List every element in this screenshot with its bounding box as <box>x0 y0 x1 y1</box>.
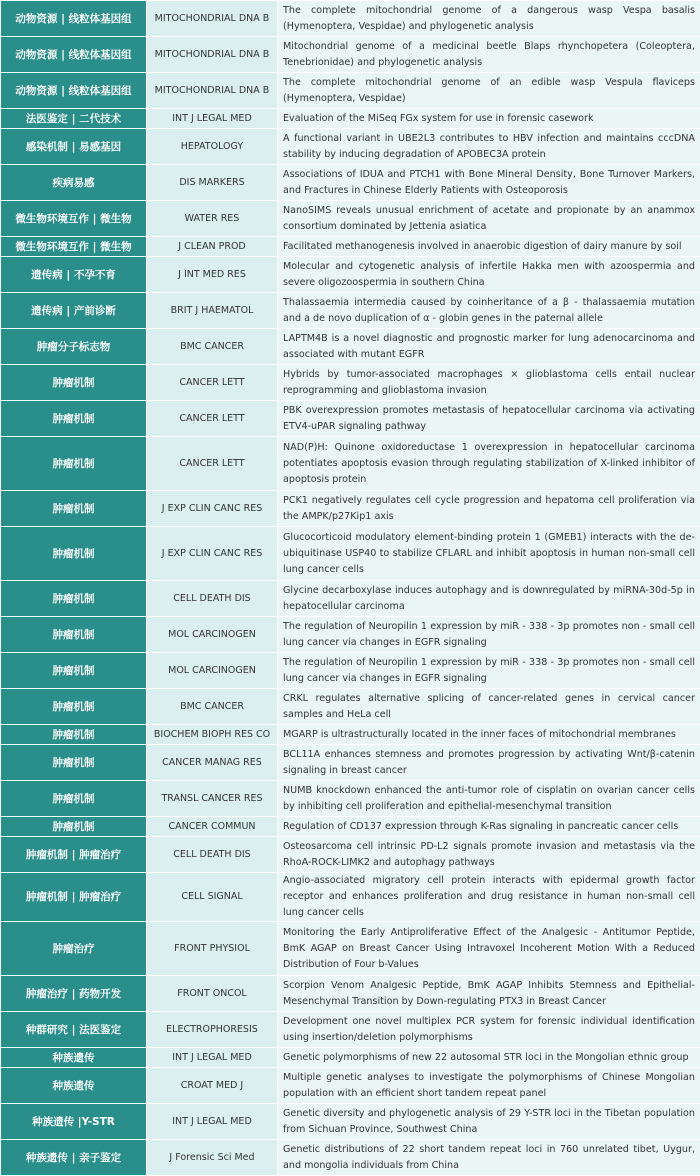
research-category-cell: 肿瘤机制 <box>1 689 147 725</box>
research-category-cell: 法医鉴定 | 二代技术 <box>1 109 147 129</box>
research-category-cell: 动物资源 | 线粒体基因组 <box>1 73 147 109</box>
journal-cell: ELECTROPHORESIS <box>147 1012 278 1048</box>
table-row <box>1 365 700 401</box>
article-title-cell: Monitoring the Early Antiproliferative Effect of the Analgesic - Antitumor Peptide, BmK AGAP on Breast Cancer Using Intravoxel Incoherent Motion With a Reduced Distribution of Four b-Values <box>278 922 700 976</box>
research-category-cell: 肿瘤机制 <box>1 491 147 527</box>
table-row <box>1 1012 700 1048</box>
research-category-cell: 动物资源 | 线粒体基因组 <box>1 37 147 73</box>
table-row <box>1 689 700 725</box>
article-title-cell: Genetic diversity and phylogenetic analysis of 29 Y-STR loci in the Tibetan population from Sichuan Province, Southwest China <box>278 1104 700 1140</box>
table-row <box>1 725 700 745</box>
journal-cell: CANCER COMMUN <box>147 817 278 837</box>
table-row <box>1 491 700 527</box>
article-title-cell: The complete mitochondrial genome of an edible wasp Vespula flaviceps (Hymenoptera, Vespidae) <box>278 73 700 109</box>
table-row <box>1 922 700 976</box>
journal-cell: BRIT J HAEMATOL <box>147 293 278 329</box>
article-title-cell: NanoSIMS reveals unusual enrichment of acetate and propionate by an anammox consortium dominated by Jettenia asiatica <box>278 201 700 237</box>
journal-cell: BIOCHEM BIOPH RES CO <box>147 725 278 745</box>
journal-cell: J INT MED RES <box>147 257 278 293</box>
table-row <box>1 745 700 781</box>
table-row <box>1 781 700 817</box>
research-category-cell: 感染机制 | 易感基因 <box>1 129 147 165</box>
research-category-cell: 肿瘤机制 <box>1 581 147 617</box>
table-row <box>1 1048 700 1068</box>
research-category-cell: 种群研究 | 法医鉴定 <box>1 1012 147 1048</box>
table-row <box>1 37 700 73</box>
article-title-cell: Hybrids by tumor-associated macrophages × glioblastoma cells entail nuclear reprogramming and glioblastoma invasion <box>278 365 700 401</box>
article-title-cell: Genetic distributions of 22 short tandem repeat loci in 760 unrelated tibet, Uygur, and mongolia individuals from China <box>278 1140 700 1176</box>
journal-cell: INT J LEGAL MED <box>147 1048 278 1068</box>
article-title-cell: Molecular and cytogenetic analysis of infertile Hakka men with azoospermia and severe oligozoospermia in southern China <box>278 257 700 293</box>
journal-cell: CANCER LETT <box>147 437 278 491</box>
article-title-cell: Facilitated methanogenesis involved in anaerobic digestion of dairy manure by soil <box>278 237 700 257</box>
article-title-cell: PBK overexpression promotes metastasis of hepatocellular carcinoma via activating ETV4-uPAR signaling pathway <box>278 401 700 437</box>
table-row <box>1 817 700 837</box>
journal-cell: WATER RES <box>147 201 278 237</box>
article-title-cell: Angio-associated migratory cell protein interacts with epidermal growth factor receptor and enhances proliferation and drug resistance in human non-small cell lung cancer cells <box>278 873 700 922</box>
journal-cell: TRANSL CANCER RES <box>147 781 278 817</box>
article-title-cell: Glucocorticoid modulatory element-binding protein 1 (GMEB1) interacts with the de-ubiquitinase USP40 to stabilize CFLARL and inhibit apoptosis in human non-small cell lung cancer cells <box>278 527 700 581</box>
research-category-cell: 肿瘤机制 <box>1 653 147 689</box>
table-row <box>1 976 700 1012</box>
article-title-cell: LAPTM4B is a novel diagnostic and prognostic marker for lung adenocarcinoma and associated with mutant EGFR <box>278 329 700 365</box>
article-title-cell: Development one novel multiplex PCR system for forensic individual identification using insertion/deletion polymorphisms <box>278 1012 700 1048</box>
article-title-cell: The regulation of Neuropilin 1 expression by miR - 338 - 3p promotes non - small cell lung cancer via changes in EGFR signaling <box>278 617 700 653</box>
research-category-cell: 肿瘤机制 <box>1 745 147 781</box>
research-category-cell: 肿瘤机制 <box>1 781 147 817</box>
article-title-cell: CRKL regulates alternative splicing of cancer-related genes in cervical cancer samples and HeLa cell <box>278 689 700 725</box>
journal-cell: CANCER MANAG RES <box>147 745 278 781</box>
journal-cell: CANCER LETT <box>147 401 278 437</box>
table-row <box>1 873 700 922</box>
table-row <box>1 129 700 165</box>
article-title-cell: MGARP is ultrastructurally located in the inner faces of mitochondrial membranes <box>278 725 700 745</box>
article-title-cell: Mitochondrial genome of a medicinal beetle Blaps rhynchopetera (Coleoptera, Tenebrionidae) and phylogenetic analysis <box>278 37 700 73</box>
table-row <box>1 293 700 329</box>
research-category-cell: 疾病易感 <box>1 165 147 201</box>
article-title-cell: Genetic polymorphisms of new 22 autosomal STR loci in the Mongolian ethnic group <box>278 1048 700 1068</box>
research-category-cell: 肿瘤机制 <box>1 437 147 491</box>
research-category-cell: 肿瘤分子标志物 <box>1 329 147 365</box>
table-row <box>1 617 700 653</box>
table-row <box>1 653 700 689</box>
research-category-cell: 种族遗传 | 亲子鉴定 <box>1 1140 147 1176</box>
journal-cell: CELL DEATH DIS <box>147 581 278 617</box>
article-title-cell: Scorpion Venom Analgesic Peptide, BmK AGAP Inhibits Stemness and Epithelial-Mesenchymal Transition by Down-regulating PTX3 in Breast Cancer <box>278 976 700 1012</box>
research-category-cell: 微生物环境互作 | 微生物 <box>1 237 147 257</box>
journal-cell: MOL CARCINOGEN <box>147 617 278 653</box>
table-row <box>1 257 700 293</box>
journal-cell: BMC CANCER <box>147 329 278 365</box>
table-row <box>1 401 700 437</box>
journal-cell: CELL SIGNAL <box>147 873 278 922</box>
research-category-cell: 遗传病 | 产前诊断 <box>1 293 147 329</box>
journal-cell: MOL CARCINOGEN <box>147 653 278 689</box>
table-row <box>1 837 700 873</box>
journal-cell: FRONT PHYSIOL <box>147 922 278 976</box>
article-title-cell: NUMB knockdown enhanced the anti-tumor role of cisplatin on ovarian cancer cells by inhibiting cell proliferation and epithelial-mesenchymal transition <box>278 781 700 817</box>
research-category-cell: 肿瘤机制 <box>1 527 147 581</box>
journal-cell: HEPATOLOGY <box>147 129 278 165</box>
journal-cell: MITOCHONDRIAL DNA B <box>147 37 278 73</box>
table-row <box>1 1 700 37</box>
article-title-cell: A functional variant in UBE2L3 contributes to HBV infection and maintains cccDNA stability by inducing degradation of APOBEC3A protein <box>278 129 700 165</box>
journal-cell: FRONT ONCOL <box>147 976 278 1012</box>
research-category-cell: 肿瘤机制 <box>1 401 147 437</box>
table-row <box>1 237 700 257</box>
article-title-cell: PCK1 negatively regulates cell cycle progression and hepatoma cell proliferation via the AMPK/p27Kip1 axis <box>278 491 700 527</box>
table-row <box>1 165 700 201</box>
table-row <box>1 1140 700 1176</box>
research-category-cell: 种族遗传 <box>1 1048 147 1068</box>
article-title-cell: The complete mitochondrial genome of a dangerous wasp Vespa basalis (Hymenoptera, Vespidae) and phylogenetic analysis <box>278 1 700 37</box>
article-title-cell: Multiple genetic analyses to investigate the polymorphisms of Chinese Mongolian population with an efficient short tandem repeat panel <box>278 1068 700 1104</box>
research-category-cell: 微生物环境互作 | 微生物 <box>1 201 147 237</box>
journal-cell: INT J LEGAL MED <box>147 109 278 129</box>
table-row <box>1 1104 700 1140</box>
table-row <box>1 329 700 365</box>
research-category-cell: 遗传病 | 不孕不育 <box>1 257 147 293</box>
research-category-cell: 肿瘤治疗 | 药物开发 <box>1 976 147 1012</box>
research-category-cell: 肿瘤机制 <box>1 725 147 745</box>
journal-cell: DIS MARKERS <box>147 165 278 201</box>
table-row <box>1 581 700 617</box>
article-title-cell: Thalassaemia intermedia caused by coinheritance of a β - thalassaemia mutation and a de novo duplication of α - globin genes in the paternal allele <box>278 293 700 329</box>
article-title-cell: Glycine decarboxylase induces autophagy and is downregulated by miRNA-30d-5p in hepatocellular carcinoma <box>278 581 700 617</box>
table-row <box>1 437 700 491</box>
journal-cell: MITOCHONDRIAL DNA B <box>147 1 278 37</box>
research-category-cell: 肿瘤机制 <box>1 617 147 653</box>
journal-cell: CROAT MED J <box>147 1068 278 1104</box>
journal-cell: CANCER LETT <box>147 365 278 401</box>
table-row <box>1 527 700 581</box>
journal-cell: J EXP CLIN CANC RES <box>147 491 278 527</box>
research-category-cell: 种族遗传 |Y-STR <box>1 1104 147 1140</box>
table-row <box>1 73 700 109</box>
table-row <box>1 1068 700 1104</box>
research-category-cell: 种族遗传 <box>1 1068 147 1104</box>
table-row <box>1 201 700 237</box>
table-row <box>1 109 700 129</box>
publication-table-body <box>1 1 700 1176</box>
journal-cell: INT J LEGAL MED <box>147 1104 278 1140</box>
research-category-cell: 肿瘤机制 <box>1 817 147 837</box>
article-title-cell: Regulation of CD137 expression through K-Ras signaling in pancreatic cancer cells <box>278 817 700 837</box>
journal-cell: MITOCHONDRIAL DNA B <box>147 73 278 109</box>
research-category-cell: 肿瘤机制 | 肿瘤治疗 <box>1 873 147 922</box>
research-category-cell: 肿瘤机制 <box>1 365 147 401</box>
journal-cell: CELL DEATH DIS <box>147 837 278 873</box>
research-category-cell: 肿瘤治疗 <box>1 922 147 976</box>
journal-cell: J CLEAN PROD <box>147 237 278 257</box>
article-title-cell: NAD(P)H: Quinone oxidoreductase 1 overexpression in hepatocellular carcinoma potentiates apoptosis evasion through regulating stabilization of X-linked inhibitor of apoptosis protein <box>278 437 700 491</box>
journal-cell: J Forensic Sci Med <box>147 1140 278 1176</box>
journal-cell: BMC CANCER <box>147 689 278 725</box>
research-category-cell: 动物资源 | 线粒体基因组 <box>1 1 147 37</box>
article-title-cell: The regulation of Neuropilin 1 expression by miR - 338 - 3p promotes non - small cell lung cancer via changes in EGFR signaling <box>278 653 700 689</box>
article-title-cell: Osteosarcoma cell intrinsic PD-L2 signals promote invasion and metastasis via the RhoA-ROCK-LIMK2 and autophagy pathways <box>278 837 700 873</box>
journal-cell: J EXP CLIN CANC RES <box>147 527 278 581</box>
article-title-cell: Associations of IDUA and PTCH1 with Bone Mineral Density, Bone Turnover Markers, and Fractures in Chinese Elderly Patients with Osteoporosis <box>278 165 700 201</box>
article-title-cell: BCL11A enhances stemness and promotes progression by activating Wnt/β-catenin signaling in breast cancer <box>278 745 700 781</box>
article-title-cell: Evaluation of the MiSeq FGx system for use in forensic casework <box>278 109 700 129</box>
research-category-cell: 肿瘤机制 | 肿瘤治疗 <box>1 837 147 873</box>
